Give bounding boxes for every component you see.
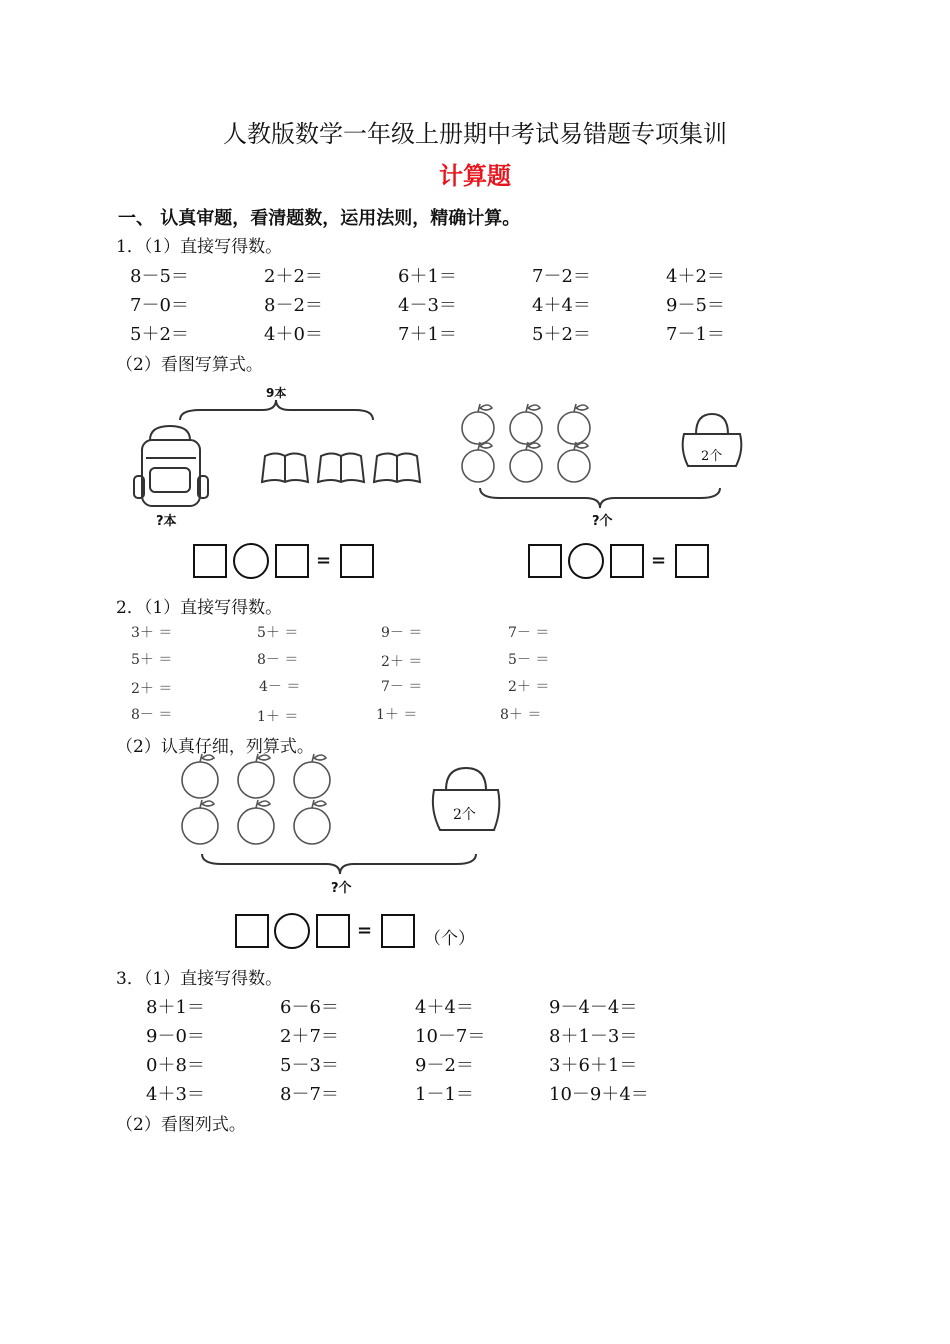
fig2-bottom-label: ?个 <box>592 514 613 529</box>
q1-item: 9－5＝ <box>666 295 725 316</box>
q1-item: 6＋1＝ <box>398 266 457 287</box>
q1-item: 4＋2＝ <box>666 266 725 287</box>
fig1-bottom-label: ?本 <box>156 514 177 529</box>
q3-item: 6－6＝ <box>280 997 339 1018</box>
q3-item: 2＋7＝ <box>280 1026 339 1047</box>
q1-item: 7－1＝ <box>666 324 725 345</box>
q3-item: 3＋6＋1＝ <box>549 1055 638 1076</box>
q2-bottom-brace <box>202 854 476 874</box>
q2-basket-label: 2个 <box>453 807 476 823</box>
book-icon <box>318 454 364 483</box>
answer-boxes-right <box>529 544 708 578</box>
apple-icon <box>462 404 494 444</box>
fig2-basket-label: 2个 <box>701 449 723 464</box>
q1-item: 2＋2＝ <box>264 266 323 287</box>
q2-label: 2．（1）直接写得数。 <box>116 598 283 618</box>
q3-item: 1－1＝ <box>415 1084 474 1105</box>
apple-icon <box>558 404 590 444</box>
q3-item: 8＋1－3＝ <box>549 1026 638 1047</box>
apple-icon <box>462 442 494 482</box>
q1-item: 8－2＝ <box>264 295 323 316</box>
q1-item: 4－3＝ <box>398 295 457 316</box>
q3-item: 10－7＝ <box>415 1026 486 1047</box>
q3-item: 9－2＝ <box>415 1055 474 1076</box>
q1-item: 7－2＝ <box>532 266 591 287</box>
answer-boxes-left <box>194 544 373 578</box>
apple-icon <box>510 404 542 444</box>
q1-item: 5＋2＝ <box>532 324 591 345</box>
q2-unit: （个） <box>424 929 475 949</box>
q2-item: 5－ ＝ <box>508 652 550 668</box>
q2-item: 8－ ＝ <box>257 652 299 668</box>
book-icon <box>262 454 308 483</box>
q3-part2-label: （2）看图列式。 <box>116 1115 246 1135</box>
section-heading: 一、 认真审题，看清题数，运用法则，精确计算。 <box>118 208 521 229</box>
apple-icon <box>238 800 274 844</box>
q2-item: 1＋ ＝ <box>376 707 418 723</box>
q2-item: 5＋ ＝ <box>257 625 299 641</box>
apple-icon <box>294 754 330 798</box>
q2-item: 2＋ ＝ <box>131 681 173 697</box>
q2-item: 2＋ ＝ <box>508 679 550 695</box>
q1-label: 1．（1）直接写得数。 <box>116 237 283 257</box>
q1-item: 7＋1＝ <box>398 324 457 345</box>
q2-item: 8－ ＝ <box>131 707 173 723</box>
apple-icon <box>182 800 218 844</box>
q2-item: 8＋ ＝ <box>500 707 542 723</box>
q3-item: 4＋4＝ <box>415 997 474 1018</box>
q2-item: 3＋ ＝ <box>131 625 173 641</box>
q3-item: 8－7＝ <box>280 1084 339 1105</box>
q3-item: 4＋3＝ <box>146 1084 205 1105</box>
apple-icon <box>294 800 330 844</box>
q3-item: 10－9＋4＝ <box>549 1084 649 1105</box>
apple-icon <box>238 754 274 798</box>
equals-sign: = <box>357 920 373 941</box>
fig1-top-label: 9本 <box>266 386 287 400</box>
q2-item: 2＋ ＝ <box>381 654 423 670</box>
apple-icon <box>558 442 590 482</box>
q3-item: 5－3＝ <box>280 1055 339 1076</box>
q1-item: 7－0＝ <box>130 295 189 316</box>
backpack-icon <box>134 426 208 506</box>
q3-item: 8＋1＝ <box>146 997 205 1018</box>
q1-part2-label: （2）看图写算式。 <box>116 355 263 375</box>
q2-item: 1＋ ＝ <box>257 709 299 725</box>
q1-item: 4＋4＝ <box>532 295 591 316</box>
top-brace <box>180 400 373 420</box>
equals-sign: = <box>651 550 667 571</box>
page-subtitle: 计算题 <box>439 162 511 190</box>
equals-sign: = <box>316 550 332 571</box>
q2-answer-boxes <box>236 914 414 948</box>
q3-item: 0＋8＝ <box>146 1055 205 1076</box>
q3-item: 9－0＝ <box>146 1026 205 1047</box>
book-icon <box>374 454 420 483</box>
page-title: 人教版数学一年级上册期中考试易错题专项集训 <box>223 120 727 148</box>
q2-item: 4－ ＝ <box>259 679 301 695</box>
q2-item: 7－ ＝ <box>381 679 423 695</box>
q3-item: 9－4－4＝ <box>549 997 638 1018</box>
q1-item: 8－5＝ <box>130 266 189 287</box>
q2-item: 7－ ＝ <box>508 625 550 641</box>
q2-item: 5＋ ＝ <box>131 652 173 668</box>
apple-icon <box>182 754 218 798</box>
apple-icon <box>510 442 542 482</box>
q2-item: 9－ ＝ <box>381 625 423 641</box>
q3-label: 3．（1）直接写得数。 <box>116 969 283 989</box>
q1-item: 5＋2＝ <box>130 324 189 345</box>
q1-item: 4＋0＝ <box>264 324 323 345</box>
bottom-brace <box>480 488 720 508</box>
q2-bottom-label: ?个 <box>331 881 352 896</box>
q2-part2-label: （2）认真仔细，列算式。 <box>116 737 314 757</box>
